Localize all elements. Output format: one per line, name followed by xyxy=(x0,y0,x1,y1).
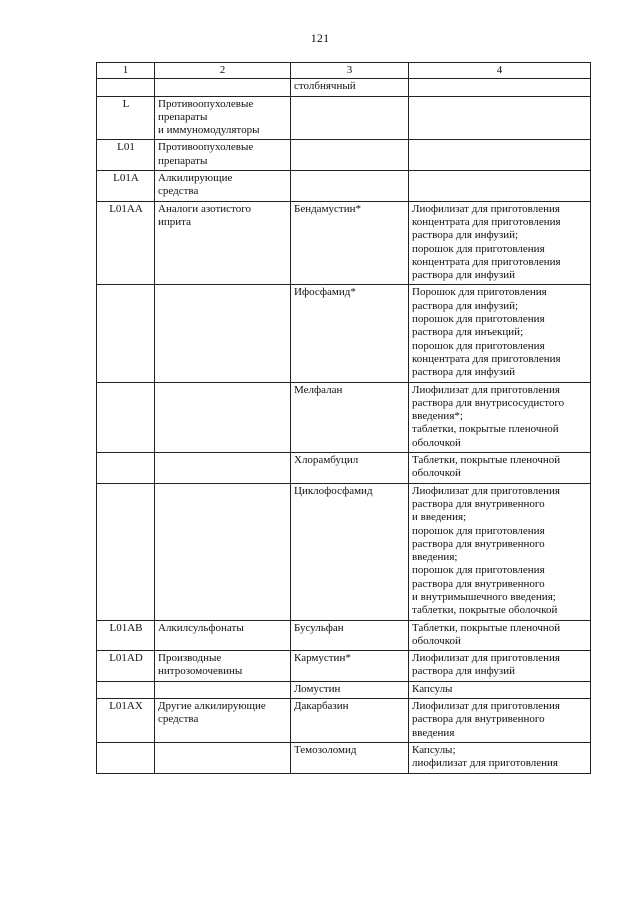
atc-code-cell xyxy=(97,453,155,484)
drug-name-cell-text: Мелфалан xyxy=(294,383,343,396)
drug-name-cell-text: Бендамустин* xyxy=(294,202,361,215)
atc-code-cell xyxy=(97,171,155,202)
table-row xyxy=(97,453,591,484)
table-row xyxy=(97,699,591,743)
dosage-form-cell-text: Капсулы xyxy=(412,682,453,695)
dosage-form-cell-text: Лиофилизат для приготовления концентрата для приготовления раствора для инфузий; порошок для приготовления концентрата для приготовления раствора для инфузий xyxy=(412,202,561,282)
table-header-row xyxy=(97,63,591,79)
drug-name-cell xyxy=(291,382,409,452)
drug-name-cell xyxy=(291,681,409,698)
atc-code-cell xyxy=(97,620,155,651)
dosage-form-cell xyxy=(409,96,591,140)
dosage-form-cell xyxy=(409,620,591,651)
drug-name-cell xyxy=(291,453,409,484)
atc-code-cell xyxy=(97,79,155,96)
atc-code-cell xyxy=(97,201,155,285)
dosage-form-cell xyxy=(409,201,591,285)
drug-name-cell-text: Циклофосфамид xyxy=(294,484,373,497)
drug-name-cell-text: Дакарбазин xyxy=(294,700,349,713)
atc-code-cell-text: L01AD xyxy=(109,652,143,665)
group-cell xyxy=(155,171,291,202)
drug-name-cell-text: Бусульфан xyxy=(294,621,344,634)
drug-name-cell xyxy=(291,201,409,285)
dosage-form-cell xyxy=(409,285,591,382)
atc-code-cell-text: L01A xyxy=(113,172,139,185)
group-cell xyxy=(155,453,291,484)
atc-code-cell xyxy=(97,140,155,171)
atc-code-cell xyxy=(97,681,155,698)
group-cell xyxy=(155,79,291,96)
group-cell-text: Алкилирующие средства xyxy=(158,172,233,198)
drug-name-cell-text: Ифосфамид* xyxy=(294,286,356,299)
dosage-form-cell xyxy=(409,483,591,620)
table-row xyxy=(97,96,591,140)
atc-code-cell xyxy=(97,699,155,743)
drug-name-cell-text: Темозоломид xyxy=(294,743,357,756)
table-row xyxy=(97,140,591,171)
dosage-form-cell-text: Таблетки, покрытые пленочной оболочкой xyxy=(412,454,561,480)
group-cell-text: Производные нитрозомочевины xyxy=(158,652,243,678)
table-row xyxy=(97,285,591,382)
drug-name-cell xyxy=(291,742,409,773)
group-cell xyxy=(155,699,291,743)
atc-code-cell-text: L01AA xyxy=(109,202,143,215)
dosage-form-cell xyxy=(409,171,591,202)
dosage-form-cell-text: Таблетки, покрытые пленочной оболочкой xyxy=(412,621,561,647)
drug-name-cell xyxy=(291,140,409,171)
group-cell xyxy=(155,382,291,452)
atc-code-cell xyxy=(97,742,155,773)
drug-name-cell xyxy=(291,483,409,620)
group-cell xyxy=(155,201,291,285)
dosage-form-cell-text: Лиофилизат для приготовления раствора для внутривенного введения xyxy=(412,700,560,739)
dosage-form-cell xyxy=(409,382,591,452)
column-header-3: 3 xyxy=(291,63,409,79)
group-cell-text: Противоопухолевые препараты xyxy=(158,141,254,167)
group-cell-text: Аналоги азотистого иприта xyxy=(158,202,251,228)
group-cell-text: Другие алкилирующие средства xyxy=(158,700,266,726)
dosage-form-cell-text: Лиофилизат для приготовления раствора для внутривенного и введения; порошок для приготовления раствора для внутривенного введения; порошок для приготовления раствора для внутривенного и внутримышечного введения; таблетки, покрытые оболочкой xyxy=(412,484,560,617)
dosage-form-cell xyxy=(409,453,591,484)
atc-code-cell-text: L01AB xyxy=(109,621,143,634)
table-row xyxy=(97,483,591,620)
table-row xyxy=(97,651,591,682)
atc-code-cell-text: L01 xyxy=(117,141,135,154)
dosage-form-cell-text: Лиофилизат для приготовления раствора для инфузий xyxy=(412,652,560,678)
column-header-4: 4 xyxy=(409,63,591,79)
group-cell xyxy=(155,96,291,140)
dosage-form-cell xyxy=(409,651,591,682)
drug-name-cell-text: Хлорамбуцил xyxy=(294,454,359,467)
page-number: 121 xyxy=(310,31,330,45)
drug-table xyxy=(96,62,591,774)
group-cell-text: Алкилсульфонаты xyxy=(158,621,244,634)
drug-name-cell xyxy=(291,620,409,651)
drug-name-cell xyxy=(291,96,409,140)
table-body xyxy=(97,79,591,773)
table-row xyxy=(97,681,591,698)
dosage-form-cell xyxy=(409,742,591,773)
table-row xyxy=(97,382,591,452)
group-cell xyxy=(155,681,291,698)
group-cell-text: Противоопухолевые препараты и иммуномодуляторы xyxy=(158,97,260,137)
table-row xyxy=(97,620,591,651)
atc-code-cell xyxy=(97,651,155,682)
group-cell xyxy=(155,651,291,682)
drug-name-cell xyxy=(291,79,409,96)
group-cell xyxy=(155,285,291,382)
atc-code-cell xyxy=(97,96,155,140)
atc-code-cell-text: L xyxy=(122,97,130,110)
atc-code-cell xyxy=(97,382,155,452)
dosage-form-cell-text: Лиофилизат для приготовления раствора для внутрисосудистого введения*; таблетки, покрытые пленочной оболочкой xyxy=(412,383,565,449)
atc-code-cell-text: L01AX xyxy=(109,700,143,713)
table-row xyxy=(97,171,591,202)
dosage-form-cell-text: Капсулы; лиофилизат для приготовления xyxy=(412,743,558,770)
dosage-form-cell xyxy=(409,79,591,96)
drug-name-cell xyxy=(291,651,409,682)
dosage-form-cell xyxy=(409,140,591,171)
drug-name-cell xyxy=(291,171,409,202)
group-cell xyxy=(155,140,291,171)
dosage-form-cell xyxy=(409,699,591,743)
table-row xyxy=(97,742,591,773)
column-header-1: 1 xyxy=(97,63,155,79)
group-cell xyxy=(155,620,291,651)
group-cell xyxy=(155,742,291,773)
table-row xyxy=(97,79,591,96)
drug-name-cell-text: столбнячный xyxy=(294,80,356,93)
atc-code-cell xyxy=(97,483,155,620)
dosage-form-cell xyxy=(409,681,591,698)
drug-name-cell-text: Кармустин* xyxy=(294,652,351,665)
drug-name-cell xyxy=(291,285,409,382)
atc-code-cell xyxy=(97,285,155,382)
dosage-form-cell-text: Порошок для приготовления раствора для инфузий; порошок для приготовления раствора для инъекций; порошок для приготовления концентрата для приготовления раствора для инфузий xyxy=(412,286,561,379)
drug-name-cell-text: Ломустин xyxy=(294,682,341,695)
table-row xyxy=(97,201,591,285)
column-header-2: 2 xyxy=(155,63,291,79)
group-cell xyxy=(155,483,291,620)
drug-name-cell xyxy=(291,699,409,743)
